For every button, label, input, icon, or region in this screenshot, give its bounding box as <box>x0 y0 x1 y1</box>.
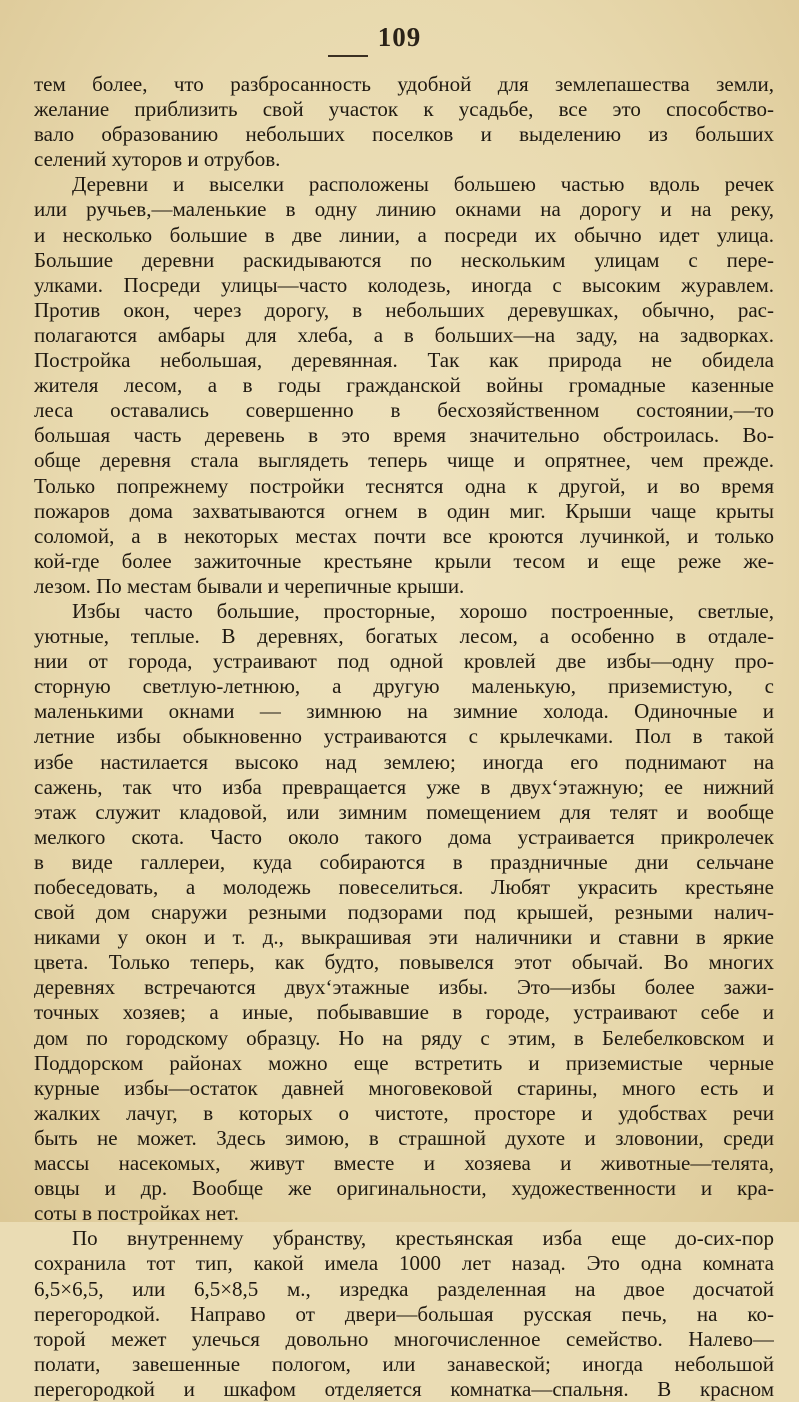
text-line: и несколько большие в две линии, а посреди их обычно идет улица. <box>34 222 774 247</box>
text-line: Деревни и выселки расположены большею частью вдоль речек <box>72 172 774 197</box>
text-line: соты в постройках нет. <box>34 1201 239 1226</box>
text-line: Только попрежнему постройки теснятся одна к другой, и во время <box>34 473 774 498</box>
text-line: вало образованию небольших поселков и выделению из больших <box>34 122 774 147</box>
body-text <box>34 72 774 1402</box>
text-line: Постройка небольшая, деревянная. Так как природа не обидела <box>34 348 774 373</box>
text-line: По внутреннему убранству, крестьянская изба еще до-сих-пор <box>72 1226 774 1251</box>
text-line: избе настилается высоко над землею; иногда его поднимают на <box>34 749 774 774</box>
text-line: жителя лесом, а в годы гражданской войны громадные казенные <box>34 373 774 398</box>
text-line: Против окон, через дорогу, в небольших деревушках, обычно, рас- <box>34 297 774 322</box>
text-line: леса оставались совершенно в бесхозяйственном состоянии,—то <box>34 398 774 423</box>
text-line: никами у окон и т. д., выкрашивая эти наличники и ставни в яркие <box>34 925 774 950</box>
text-line: Поддорском районах можно еще встретить и приземистые черные <box>34 1050 774 1075</box>
page-number: 109 <box>377 22 422 52</box>
text-line: этаж служит кладовой, или зимним помещением для телят и вообще <box>34 799 774 824</box>
text-line: улками. Посреди улицы—часто колодезь, иногда с высоким журавлем. <box>34 272 774 297</box>
text-line: Избы часто большие, просторные, хорошо построенные, светлые, <box>72 598 774 623</box>
text-line: соломой, а в некоторых местах почти все кроются лучинкой, и только <box>34 523 774 548</box>
text-line: селений хуторов и отрубов. <box>34 147 281 172</box>
text-line: свой дом снаружи резными подзорами под крышей, резными налич- <box>34 900 774 925</box>
text-line: мелкого скота. Часто около такого дома устраивается прикролечек <box>34 824 774 849</box>
text-line: цвета. Только теперь, как будто, повывелся этот обычай. Во многих <box>34 950 774 975</box>
text-line: лезом. По местам бывали и черепичные крыши. <box>34 573 465 598</box>
text-line: кой-где более зажиточные крестьяне крыли тесом и еще реже же- <box>34 548 774 573</box>
text-line: овцы и др. Вообще же оригинальности, художественности и кра- <box>34 1176 774 1201</box>
text-line: нии от города, устраивают под одной кровлей две избы—одну про- <box>34 649 774 674</box>
text-line: торой межет улечься довольно многочисленное семейство. Налево— <box>34 1326 774 1351</box>
text-line: перегородкой и шкафом отделяется комнатка—спальня. В красном <box>34 1376 774 1401</box>
text-line: побеседовать, а молодежь повеселиться. Любят украсить крестьяне <box>34 875 774 899</box>
text-line: в виде галлереи, куда собираются в праздничные дни сельчане <box>34 849 774 874</box>
page-number-underline <box>328 55 368 57</box>
text-line: маленькими окнами — зимнюю на зимние холода. Одиночные и <box>34 699 774 724</box>
text-line: точных хозяев; а иные, побывавшие в городе, устраивают себе и <box>34 1000 774 1025</box>
text-line: или ручьев,—маленькие в одну линию окнами на дорогу и на реку, <box>34 197 774 222</box>
text-line: полати, завешенные пологом, или занавеской; иногда небольшой <box>34 1351 774 1376</box>
text-line: перегородкой. Направо от двери—большая русская печь, на ко- <box>34 1301 774 1326</box>
text-line: сохранила тот тип, какой имела 1000 лет назад. Это одна комната <box>34 1251 774 1276</box>
text-line: быть не может. Здесь зимою, в страшной духоте и зловонии, среди <box>34 1125 774 1150</box>
text-line: тем более, что разбросанность удобной для землепашества земли, <box>34 72 774 96</box>
text-line: пожаров дома захватываются огнем в один миг. Крыши чаще крыты <box>34 498 774 523</box>
text-line: жалких лачуг, в которых о чистоте, просторе и удобствах речи <box>34 1100 774 1125</box>
text-line: дом по городскому образцу. Но на ряду с этим, в Белебелковском и <box>34 1025 774 1050</box>
text-line: массы насекомых, живут вместе и хозяева и животные—телята, <box>34 1151 774 1176</box>
text-line: уютные, теплые. В деревнях, богатых лесом, а особенно в отдале- <box>34 624 774 649</box>
text-line: сторную светлую-летнюю, а другую маленькую, приземистую, с <box>34 674 774 699</box>
text-line: летние избы обыкновенно устраиваются с крылечками. Пол в такой <box>34 724 774 749</box>
text-line: сажень, так что изба превращается уже в двух‘этажную; ее нижний <box>34 774 774 799</box>
text-line: 6,5×6,5, или 6,5×8,5 м., изредка разделенная на двое досчатой <box>34 1276 774 1301</box>
text-line: деревнях встречаются двух‘этажные избы. Это—избы более зажи- <box>34 975 774 1000</box>
text-line: Большие деревни раскидываются по нескольким улицам с пере- <box>34 247 774 272</box>
text-line: обще деревня стала выглядеть теперь чище и опрятнее, чем прежде. <box>34 448 774 473</box>
text-line: полагаются амбары для хлеба, а в больших—на заду, на задворках. <box>34 322 774 347</box>
text-line: большая часть деревень в это время значительно обстроилась. Во- <box>34 423 774 448</box>
text-line: курные избы—остаток давней многовековой старины, много есть и <box>34 1075 774 1100</box>
text-line: желание приблизить свой участок к усадьбе, все это способство- <box>34 97 774 122</box>
